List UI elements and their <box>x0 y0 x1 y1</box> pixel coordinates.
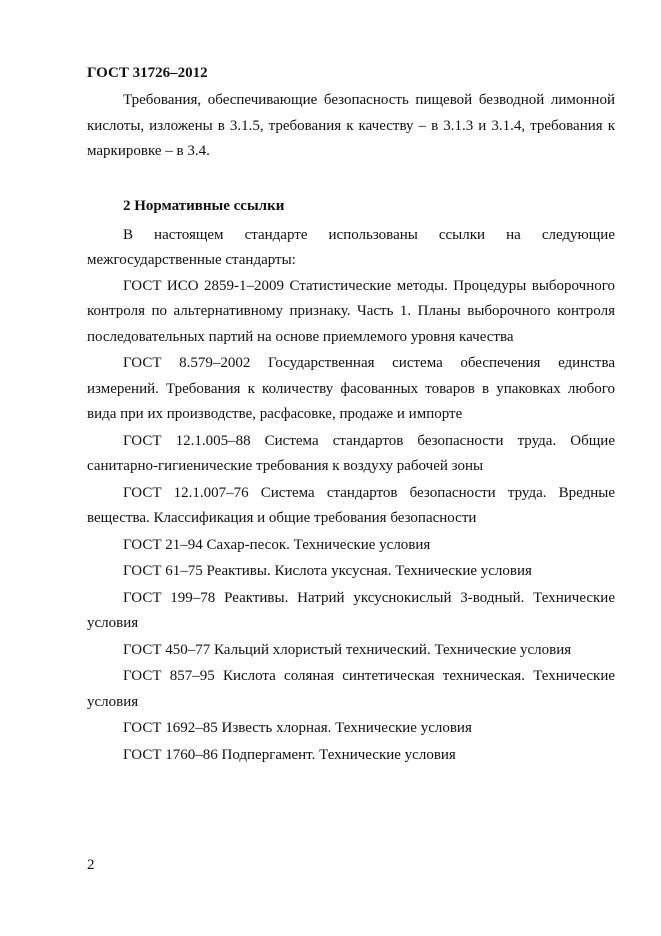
section-heading: 2 Нормативные ссылки <box>123 198 285 214</box>
reference-item: ГОСТ 857–95 Кислота соляная синтетическая техническая. Технические условия <box>87 668 615 710</box>
reference-item: ГОСТ 12.1.007–76 Система стандартов безопасности труда. Вредные вещества. Классификация и общие требования безопасности <box>87 484 615 526</box>
page-number: 2 <box>87 857 95 873</box>
reference-item: ГОСТ 61–75 Реактивы. Кислота уксусная. Технические условия <box>123 563 532 579</box>
normative-references-section <box>87 194 615 769</box>
reference-item: ГОСТ ИСО 2859-1–2009 Статистические методы. Процедуры выборочного контроля по альтернативному признаку. Часть 1. Планы выборочного контроля последовательных партий на основе приемлемого уровня качества <box>87 277 615 345</box>
intro-block <box>87 88 615 165</box>
reference-list <box>87 274 615 769</box>
reference-item: ГОСТ 21–94 Сахар-песок. Технические условия <box>123 536 431 553</box>
reference-item: ГОСТ 199–78 Реактивы. Натрий уксуснокислый 3-водный. Технические условия <box>87 589 615 631</box>
reference-item: ГОСТ 450–77 Кальций хлористый технический. Технические условия <box>123 641 572 658</box>
section-lead-paragraph: В настоящем стандарте использованы ссылки на следующие межгосударственные стандарты: <box>87 226 615 268</box>
reference-item: ГОСТ 1692–85 Известь хлорная. Технические условия <box>123 720 472 736</box>
document-code-header: ГОСТ 31726–2012 <box>87 65 208 81</box>
reference-item: ГОСТ 8.579–2002 Государственная система обеспечения единства измерений. Требования к количеству фасованных товаров в упаковках любого вида при их производстве, расфасовке, продаже и импорте <box>87 355 615 422</box>
reference-item: ГОСТ 1760–86 Подпергамент. Технические условия <box>123 746 456 763</box>
intro-paragraph: Требования, обеспечивающие безопасность пищевой безводной лимонной кислоты, изложены в 3.1.5, требования к качеству – в 3.1.3 и 3.1.4, требования к маркировке – в 3.4. <box>87 92 615 159</box>
reference-item: ГОСТ 12.1.005–88 Система стандартов безопасности труда. Общие санитарно-гигиенические требования к воздуху рабочей зоны <box>87 432 615 474</box>
